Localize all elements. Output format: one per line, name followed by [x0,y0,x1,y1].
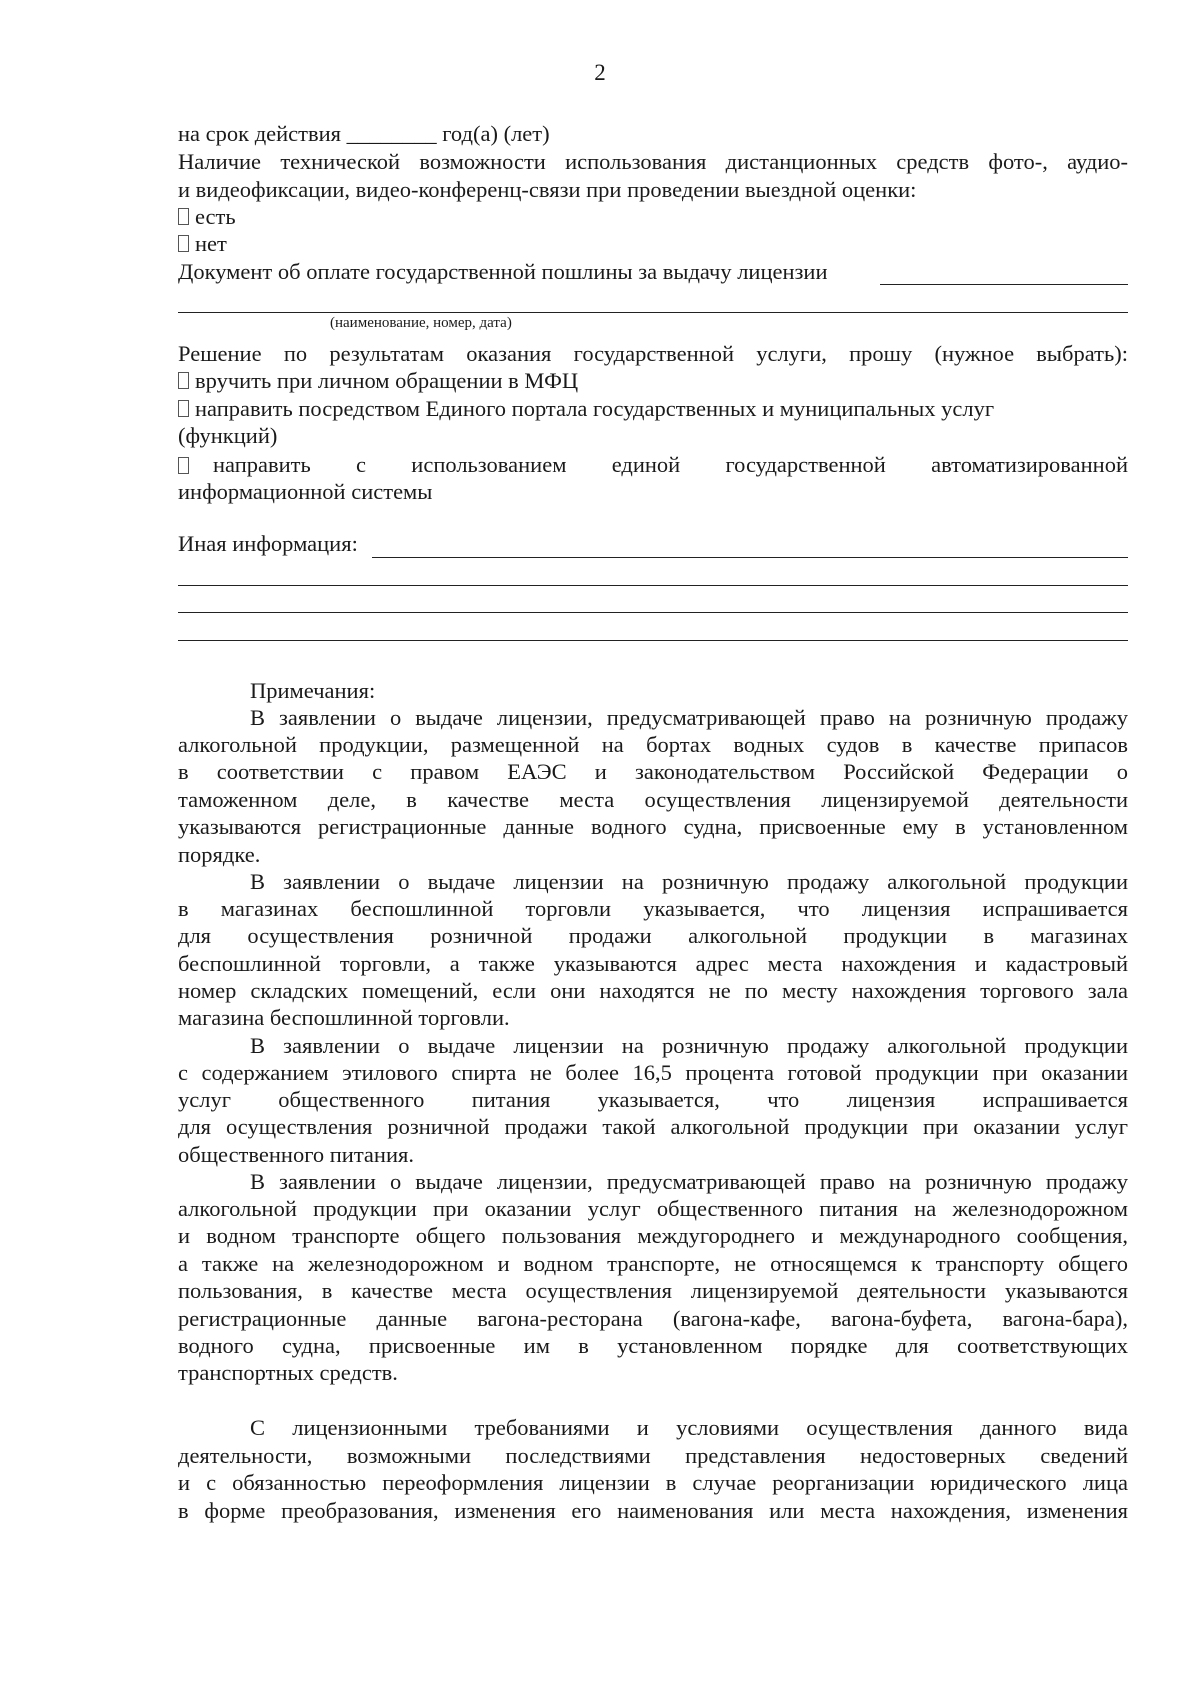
decision-option-3[interactable] [178,451,1128,479]
text-line: регистрационные данные вагона-ресторана (вагона-кафе, вагона-буфета, вагона-бара), [178,1306,1128,1331]
fee-field-line-2[interactable] [178,312,1128,313]
text-line: деятельности, возможными последствиями представления недостоверных сведений [178,1443,1128,1468]
checkbox-portal[interactable] [178,400,189,417]
fee-label: Документ об оплате государственной пошлины за выдачу лицензии [178,259,828,284]
notes-heading: Примечания: [250,678,376,703]
term-suffix: год(а) (лет) [442,121,550,146]
tech-line-2: и видеофиксации, видео-конференц-связи при проведении выездной оценки: [178,177,917,202]
text-line: В заявлении о выдаче лицензии на розничную продажу алкогольной продукции [250,869,1128,894]
text-line: с содержанием этилового спирта не более 16,5 процента готовой продукции при оказании [178,1060,1128,1085]
text-line: для осуществления розничной продажи такой алкогольной продукции при оказании услуг [178,1114,1128,1139]
decision-option-3-cont: информационной системы [178,479,433,504]
text-line: С лицензионными требованиями и условиями осуществления данного вида [250,1415,1128,1440]
page-number: 2 [594,60,606,85]
other-info-label: Иная информация: [178,531,358,556]
checkbox-egais[interactable] [178,457,189,474]
tech-line-1: Наличие технической возможности использования дистанционных средств фото-, аудио- [178,149,1128,174]
other-info-field-line-2[interactable] [178,585,1128,586]
other-info-field-line-4[interactable] [178,640,1128,641]
decision-option-2[interactable] [178,395,1128,423]
option-yes-label: есть [195,204,236,229]
text-line: и водном транспорте общего пользования междугороднего и международного сообщения, [178,1223,1128,1248]
text-line: номер складских помещений, если они находятся не по месту нахождения торгового зала [178,978,1128,1003]
term-line [178,120,1128,148]
fee-caption: (наименование, номер, дата) [330,315,512,331]
option-no[interactable] [178,230,1128,258]
text-line: транспортных средств. [178,1360,398,1385]
text-line: а также на железнодорожном и водном транспорте, не относящемся к транспорту общего [178,1251,1128,1276]
checkbox-yes[interactable] [178,208,189,225]
text-line: беспошлинной торговли, а также указываются адрес места нахождения и кадастровый [178,951,1128,976]
text-line: и с обязанностью переоформления лицензии в случае реорганизации юридического лица [178,1470,1128,1495]
text-line: указываются регистрационные данные водного судна, присвоенные ему в установленном [178,814,1128,839]
text-line: общественного питания. [178,1142,414,1167]
text-line: порядке. [178,842,261,867]
text-line: услуг общественного питания указывается, что лицензия испрашивается [178,1087,1128,1112]
text-line: в форме преобразования, изменения его наименования или места нахождения, изменения [178,1498,1128,1523]
text-line: водного судна, присвоенные им в установленном порядке для соответствующих [178,1333,1128,1358]
decision-option-2-cont: (функций) [178,423,278,448]
term-blank[interactable]: ________ [346,121,437,146]
text-line: алкогольной продукции, размещенной на бортах водных судов в качестве припасов [178,732,1128,757]
text-line: в магазинах беспошлинной торговли указывается, что лицензия испрашивается [178,896,1128,921]
fee-field-line[interactable] [880,284,1128,285]
checkbox-no[interactable] [178,235,189,252]
text-line: В заявлении о выдаче лицензии, предусматривающей право на розничную продажу [250,1169,1128,1194]
text-line: для осуществления розничной продажи алкогольной продукции в магазинах [178,923,1128,948]
other-info-field-line-3[interactable] [178,612,1128,613]
text-line: в соответствии с правом ЕАЭС и законодательством Российской Федерации о [178,759,1128,784]
decision-option-2-label: направить посредством Единого портала государственных и муниципальных услуг [195,396,995,421]
other-info-field-line-1[interactable] [372,557,1128,558]
text-line: пользования, в качестве места осуществления лицензируемой деятельности указываются [178,1278,1128,1303]
decision-option-1-label: вручить при личном обращении в МФЦ [195,368,579,393]
term-prefix: на срок действия [178,121,342,146]
text-line: магазина беспошлинной торговли. [178,1005,510,1030]
checkbox-mfc[interactable] [178,372,189,389]
decision-option-1[interactable] [178,367,1128,395]
decision-heading: Решение по результатам оказания государственной услуги, прошу (нужное выбрать): [178,341,1128,366]
decision-option-3-label: направить с использованием единой государственной автоматизированной [213,452,1128,477]
option-no-label: нет [195,231,227,256]
text-line: таможенном деле, в качестве места осуществления лицензируемой деятельности [178,787,1128,812]
text-line: алкогольной продукции при оказании услуг общественного питания на железнодорожном [178,1196,1128,1221]
text-line: В заявлении о выдаче лицензии, предусматривающей право на розничную продажу [250,705,1128,730]
option-yes[interactable] [178,203,1128,231]
text-line: В заявлении о выдаче лицензии на розничную продажу алкогольной продукции [250,1033,1128,1058]
